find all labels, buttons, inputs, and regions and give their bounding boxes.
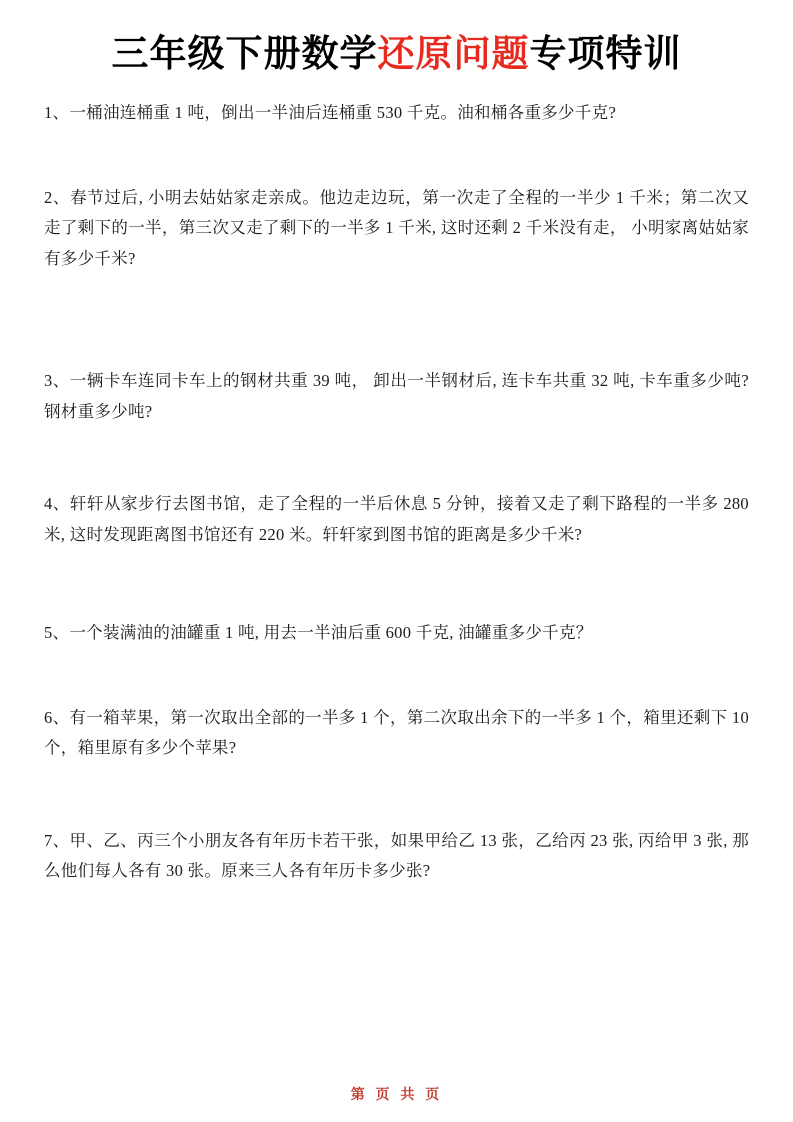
page-footer: 第 页 共 页 (350, 1087, 443, 1103)
title-segment-1: 三年级下册数学 (111, 31, 378, 75)
problem-list (44, 98, 749, 887)
problem-item: 7、甲、乙、丙三个小朋友各有年历卡若干张，如果甲给乙 13 张，乙给丙 23 张, 丙给甲 3 张, 那么他们每人各有 30 张。原来三人各有年历卡多少张? (44, 830, 749, 881)
title-segment-highlight: 还原问题 (377, 31, 530, 75)
problem-item: 4、轩轩从家步行去图书馆，走了全程的一半后休息 5 分钟，接着又走了剩下路程的一半多 280 米, 这时发现距离图书馆还有 220 米。轩轩家到图书馆的距离是多少千米? (44, 494, 749, 544)
problem-item: 5、一个装满油的油罐重 1 吨, 用去一半油后重 600 千克, 油罐重多少千克？ (44, 623, 593, 643)
page-title (44, 30, 749, 76)
problem-item: 6、有一箱苹果，第一次取出全部的一半多 1 个，第二次取出余下的一半多 1 个，箱里还剩下 10 个，箱里原有多少个苹果? (44, 707, 749, 758)
title-segment-3: 专项特训 (529, 31, 682, 75)
problem-item: 3、一辆卡车连同卡车上的钢材共重 39 吨， 卸出一半钢材后, 连卡车共重 32 吨, 卡车重多少吨?钢材重多少吨? (44, 371, 749, 421)
problem-item: 2、春节过后, 小明去姑姑家走亲成。他边走边玩，第一次走了全程的一半少 1 千米；第二次又走了剩下的一半，第三次又走了剩下的一半多 1 千米, 这时还剩 2 千米没有走， 小明家离姑姑家有多少千米? (44, 187, 749, 268)
problem-item: 1、一桶油连桶重 1 吨，倒出一半油后连桶重 530 千克。油和桶各重多少千克? (44, 103, 617, 123)
